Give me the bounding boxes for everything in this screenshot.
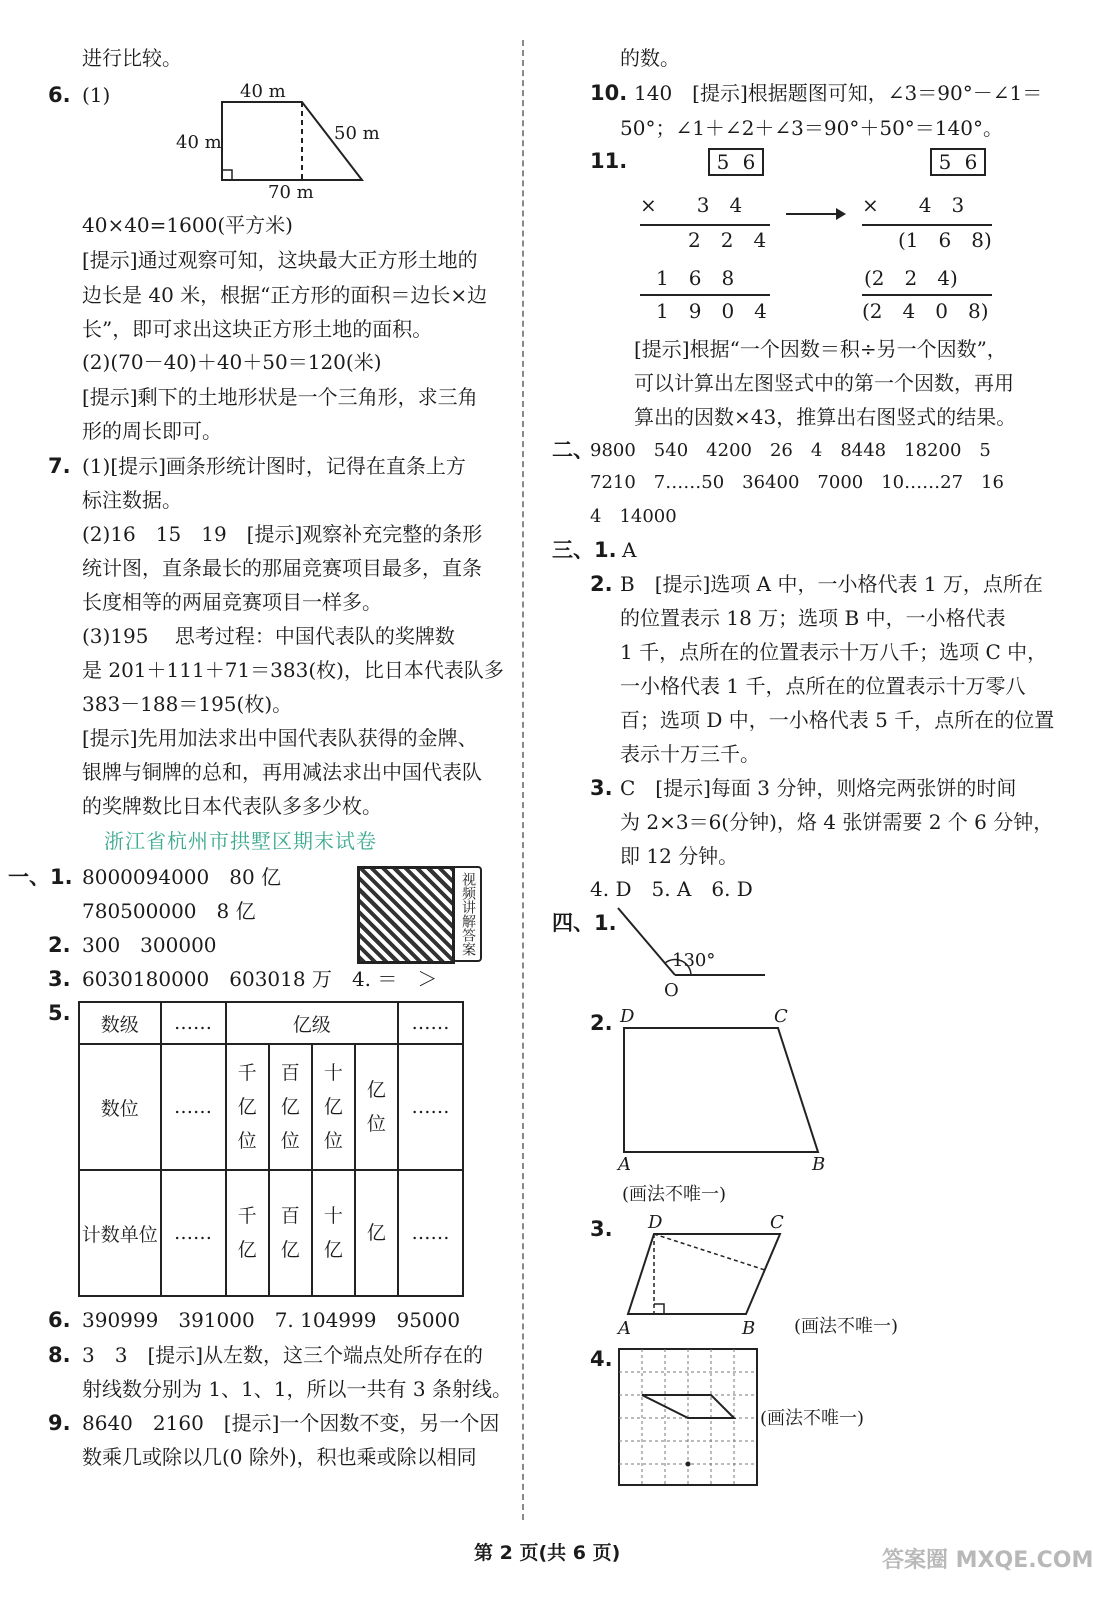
text-line: 383－188＝195(枚)。 — [82, 692, 293, 716]
arrow-right-icon — [786, 205, 848, 223]
calc-line: (2 4 0 8) — [862, 299, 989, 323]
text-line: 标注数据。 — [82, 488, 182, 512]
table-cell: …… — [398, 1002, 463, 1044]
text-line: 390999 391000 7. 104999 95000 — [82, 1308, 461, 1332]
text-line: 3 3 [提示]从左数，这三个端点处所存在的 — [82, 1343, 484, 1367]
text-line: B [提示]选项 A 中，一小格代表 1 万，点所在 — [620, 572, 1043, 596]
table-cell: …… — [398, 1044, 463, 1170]
section-number: 一、1. — [8, 865, 73, 889]
table-cell: 数级 — [79, 1002, 161, 1044]
text-line: 长度相等的两届竞赛项目一样多。 — [82, 590, 382, 614]
calc-line: (2 2 4) — [864, 266, 958, 290]
note: (画法不唯一) — [794, 1316, 899, 1337]
calc-line: × 4 3 — [862, 193, 965, 217]
text-line: 长”，即可求出这块正方形土地的面积。 — [82, 317, 433, 341]
text-line: 7210 7……50 36400 7000 10……27 16 — [590, 472, 1004, 493]
note: (画法不唯一) — [622, 1184, 727, 1205]
question-number: 2. — [590, 572, 613, 596]
text-line: [提示]先用加法求出中国代表队获得的金牌、 — [82, 726, 478, 750]
table-cell: 千 亿 — [226, 1170, 269, 1296]
text-line: (1)[提示]画条形统计图时，记得在直条上方 — [82, 454, 466, 478]
table-cell: 亿 — [355, 1170, 398, 1296]
table-cell: 十 亿 位 — [312, 1044, 355, 1170]
table-cell: 十 亿 — [312, 1170, 355, 1296]
text-line: 进行比较。 — [82, 46, 182, 70]
column-divider — [522, 40, 524, 1520]
text-line: 的数。 — [620, 46, 680, 70]
qr-label: 视频讲解答案 — [452, 866, 482, 962]
text-line: 780500000 8 亿 — [82, 899, 256, 923]
table-cell: 亿级 — [226, 1002, 398, 1044]
text-line: 6030180000 603018 万 4. ＝ ＞ — [82, 967, 438, 991]
angle-label: 130° — [672, 950, 716, 971]
text-line: 40×40=1600(平方米) — [82, 213, 293, 237]
sub-label: (1) — [82, 83, 111, 107]
text-line: 形的周长即可。 — [82, 419, 222, 443]
table-cell: 百 亿 — [269, 1170, 312, 1296]
vertex-label: A — [618, 1154, 631, 1175]
section-number: 三、1. — [552, 538, 617, 562]
text-line: 8000094000 80 亿 — [82, 865, 282, 889]
vertex-label: C — [774, 1006, 788, 1027]
digit-box: 5 6 — [708, 148, 764, 176]
text-line: 9800 540 4200 26 4 8448 18200 5 — [590, 440, 991, 461]
text-line: [提示]根据“一个因数＝积÷另一个因数”， — [634, 337, 1007, 361]
fig-label-left: 40 m — [176, 132, 222, 153]
calc-line: 2 2 4 — [688, 228, 767, 252]
text-line: (3)195 思考过程：中国代表队的奖牌数 — [82, 624, 455, 648]
table-cell: …… — [161, 1044, 226, 1170]
vertex-label: O — [664, 980, 679, 1001]
text-line: A — [622, 538, 637, 562]
text-line: 算出的因数×43，推算出右图竖式的结果。 — [634, 405, 1017, 429]
text-line: 140 [提示]根据题图可知，∠3＝90°－∠1＝ — [634, 81, 1043, 105]
fig-label-bottom: 70 m — [268, 182, 314, 203]
vertex-label: B — [742, 1318, 756, 1339]
page-footer: 第 2 页(共 6 页) — [474, 1542, 621, 1564]
text-line: 表示十万三千。 — [620, 742, 760, 766]
question-number: 11. — [590, 149, 628, 173]
text-line: 4. D 5. A 6. D — [590, 877, 753, 901]
question-number: 10. — [590, 81, 628, 105]
text-line: 百；选项 D 中，一小格代表 5 千，点所在的位置 — [620, 708, 1055, 732]
text-line: 统计图，直条最长的那届竞赛项目最多，直条 — [82, 556, 482, 580]
note: (画法不唯一) — [760, 1408, 865, 1429]
watermark-logo: 答案圈 MXQE.COM — [882, 1548, 1093, 1573]
question-number: 9. — [48, 1411, 71, 1435]
text-line: 50°；∠1＋∠2＋∠3＝90°＋50°＝140°。 — [620, 116, 1003, 140]
calc-rule — [640, 224, 770, 226]
question-number: 4. — [590, 1347, 613, 1371]
text-line: 4 14000 — [590, 506, 677, 527]
calc-rule — [640, 294, 770, 296]
section-number: 四、1. — [552, 911, 617, 935]
section-title: 浙江省杭州市拱墅区期末试卷 — [104, 829, 377, 853]
calc-line: 1 6 8 — [656, 266, 735, 290]
question-number: 5. — [48, 1001, 71, 1025]
text-line: 300 300000 — [82, 933, 217, 957]
text-line: 一小格代表 1 千，点所在的位置表示十万零八 — [620, 674, 1026, 698]
calc-line: (1 6 8) — [898, 228, 992, 252]
question-number: 3. — [590, 776, 613, 800]
table-cell: 千 亿 位 — [226, 1044, 269, 1170]
question-number: 3. — [590, 1217, 613, 1241]
place-value-table — [78, 1001, 464, 1297]
parallelogram-drawing — [620, 1230, 790, 1320]
calc-line: × 3 4 — [640, 193, 743, 217]
section-number: 二、 — [552, 438, 594, 462]
calc-rule — [862, 294, 992, 296]
text-line: [提示]剩下的土地形状是一个三角形，求三角 — [82, 385, 478, 409]
text-line: 射线数分别为 1、1、1，所以一共有 3 条射线。 — [82, 1377, 512, 1401]
vertex-label: D — [648, 1212, 663, 1233]
question-number: 7. — [48, 454, 71, 478]
question-number: 2. — [590, 1011, 613, 1035]
text-line: 1 千，点所在的位置表示十万八千；选项 C 中， — [620, 640, 1048, 664]
table-cell: 数位 — [79, 1044, 161, 1170]
fig-label-slant: 50 m — [334, 123, 380, 144]
calc-line: 1 9 0 4 — [656, 299, 767, 323]
fig-label-top: 40 m — [240, 81, 286, 102]
table-cell: 百 亿 位 — [269, 1044, 312, 1170]
vertex-label: A — [618, 1318, 631, 1339]
text-line: (2)(70－40)＋40＋50＝120(米) — [82, 350, 382, 374]
table-cell: …… — [161, 1170, 226, 1296]
text-line: [提示]通过观察可知，这块最大正方形土地的 — [82, 248, 478, 272]
text-line: 可以计算出左图竖式中的第一个因数，再用 — [634, 371, 1014, 395]
text-line: C [提示]每面 3 分钟，则烙完两张饼的时间 — [620, 776, 1017, 800]
question-number: 6. — [48, 1308, 71, 1332]
vertex-label: D — [620, 1006, 635, 1027]
grid-drawing — [618, 1348, 760, 1488]
text-line: 是 201＋111＋71＝383(枚)，比日本代表队多 — [82, 658, 504, 682]
table-cell: …… — [161, 1002, 226, 1044]
trapezoid-drawing — [620, 1020, 840, 1160]
calc-rule — [862, 224, 992, 226]
text-line: 为 2×3＝6(分钟)，烙 4 张饼需要 2 个 6 分钟， — [620, 810, 1054, 834]
text-line: 的位置表示 18 万；选项 B 中，一小格代表 — [620, 606, 1006, 630]
text-line: 边长是 40 米，根据“正方形的面积＝边长×边 — [82, 283, 488, 307]
qr-code-icon[interactable] — [357, 866, 455, 964]
question-number: 6. — [48, 83, 71, 107]
table-cell: 亿 位 — [355, 1044, 398, 1170]
question-number: 8. — [48, 1343, 71, 1367]
text-line: 银牌与铜牌的总和，再用减法求出中国代表队 — [82, 760, 482, 784]
vertex-label: B — [812, 1154, 826, 1175]
text-line: 数乘几或除以几(0 除外)，积也乘或除以相同 — [82, 1445, 477, 1469]
table-cell: 计数单位 — [79, 1170, 161, 1296]
table-cell: …… — [398, 1170, 463, 1296]
question-number: 3. — [48, 967, 71, 991]
text-line: (2)16 15 19 [提示]观察补充完整的条形 — [82, 522, 483, 546]
text-line: 8640 2160 [提示]一个因数不变，另一个因 — [82, 1411, 500, 1435]
vertex-label: C — [770, 1212, 784, 1233]
text-line: 的奖牌数比日本代表队多多少枚。 — [82, 794, 382, 818]
question-number: 2. — [48, 933, 71, 957]
digit-box: 5 6 — [930, 148, 986, 176]
text-line: 即 12 分钟。 — [620, 844, 739, 868]
